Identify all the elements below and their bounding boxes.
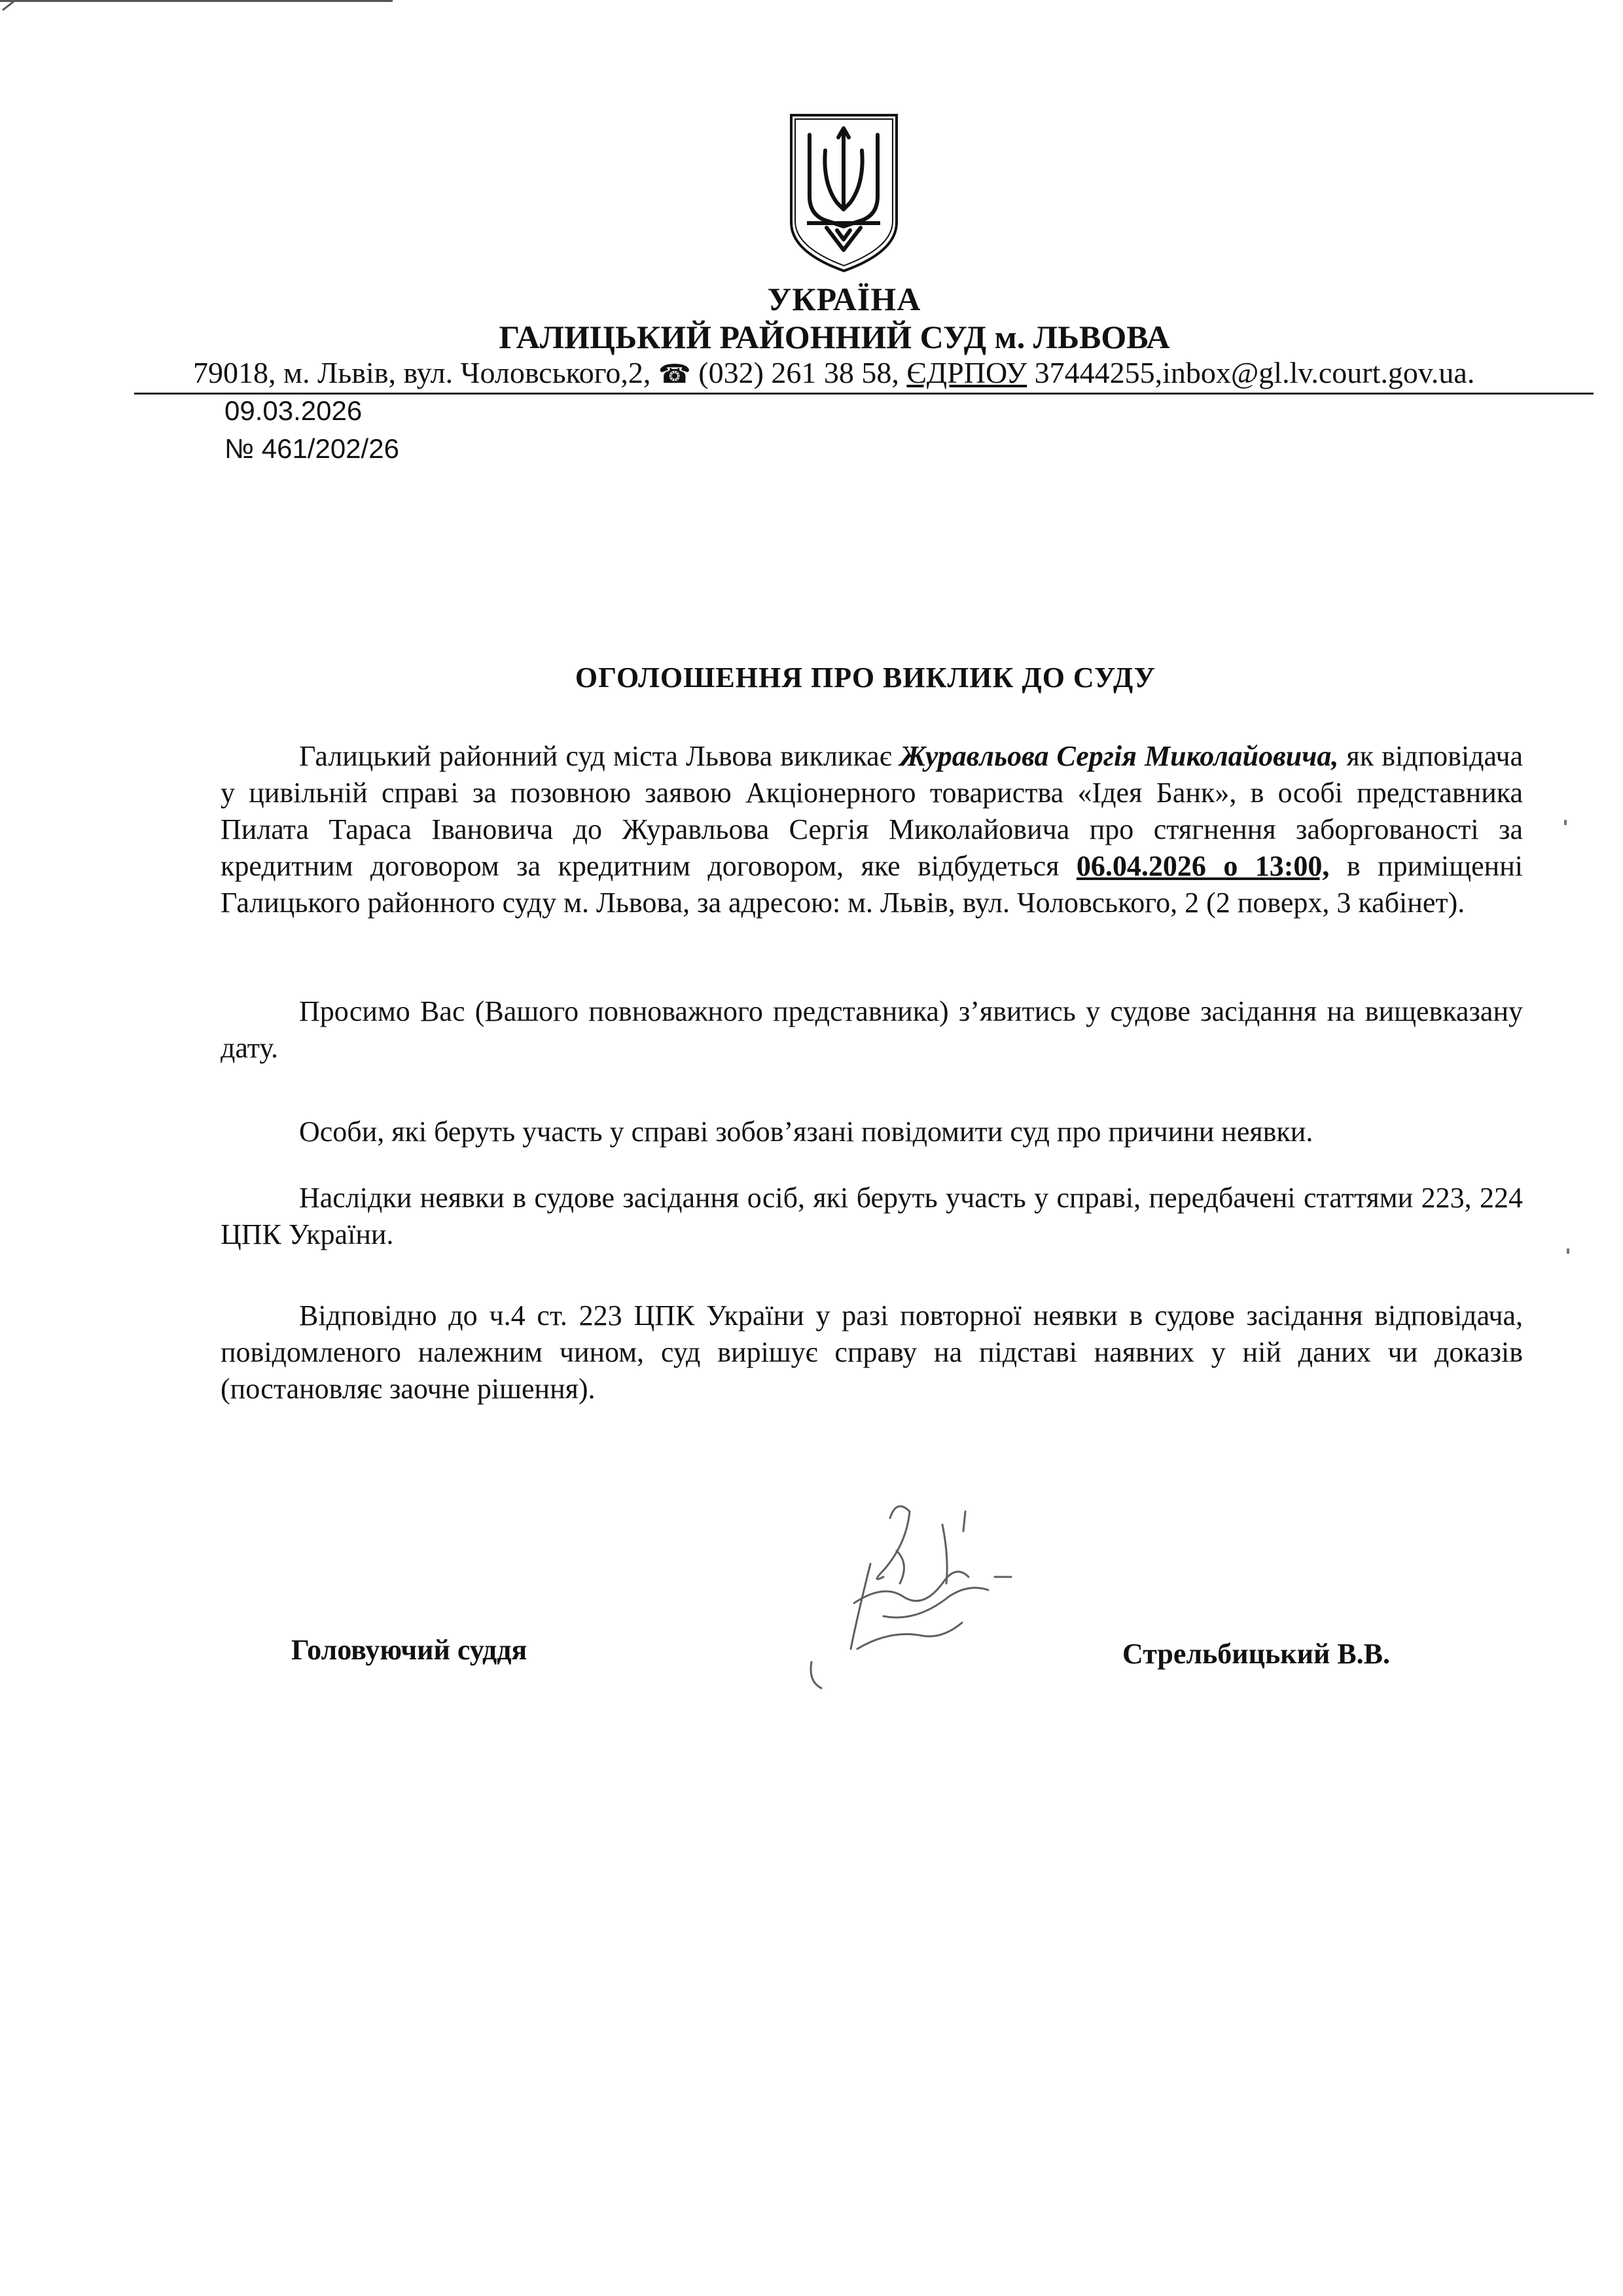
country-heading: УКРАЇНА	[767, 281, 921, 317]
summons-case-details: як відповідача у цивільній справі за позовною заявою Акціонерного товариства «Ідея Банк», в особі представника Пилата Тараса Івановича до Журавльова Сергія Миколайовича про стягнення заборгованості за кредитним договором за кредитним договором, яке відбудеться	[221, 740, 1523, 882]
scan-edge-line	[0, 0, 393, 5]
judge-name: Стрельбицький В.В.	[1122, 1638, 1391, 1670]
registration-date: 09.03.2026	[224, 395, 363, 426]
scan-speck	[1564, 820, 1567, 825]
summons-intro: Галицький районний суд міста Львова викликає	[299, 740, 900, 772]
summons-paragraph	[221, 738, 1523, 921]
summons-location: в приміщенні Галицького районного суду м. Львова, за адресою: м. Львів, вул. Чоловського, 2 (2 поверх, 3 кабінет).	[221, 850, 1523, 919]
court-phone: (032) 261 38 58,	[698, 356, 899, 389]
header-divider	[134, 393, 1594, 395]
appearance-request-paragraph: Просимо Вас (Вашого повноважного представника) з’явитись у судове засідання на вищевказану дату.	[221, 995, 1523, 1064]
edrpou-email: 37444255,inbox@gl.lv.court.gov.ua.	[1034, 356, 1475, 389]
court-address-line	[193, 355, 1474, 390]
edrpou-label: ЄДРПОУ	[906, 356, 1027, 389]
absence-consequences-paragraph: Наслідки неявки в судове засідання осіб, які беруть участь у справі, передбачені статтями 223, 224 ЦПК України.	[221, 1182, 1523, 1250]
court-name-heading: ГАЛИЦЬКИЙ РАЙОННИЙ СУД м. ЛЬВОВА	[499, 319, 1170, 355]
signature-role: Головуючий суддя	[291, 1634, 527, 1666]
default-judgment-paragraph: Відповідно до ч.4 ст. 223 ЦПК України у разі повторної неявки в судове засідання відповідача, повідомленого належним чином, суд вирішує справу на підставі наявних у ній даних чи доказів (постановляє заочне рішення).	[221, 1299, 1523, 1405]
tryzub-coat-of-arms-icon	[787, 111, 901, 275]
hearing-datetime: 06.04.2026 о 13:00,	[1076, 850, 1330, 882]
document-title: ОГОЛОШЕННЯ ПРО ВИКЛИК ДО СУДУ	[575, 662, 1156, 694]
defendant-name: Журавльова Сергія Миколайовича,	[899, 740, 1339, 772]
handwritten-signature	[792, 1485, 1041, 1701]
court-address: 79018, м. Львів, вул. Чоловського,2,	[193, 356, 651, 389]
absence-notice-paragraph: Особи, які беруть участь у справі зобов’язані повідомити суд про причини неявки.	[299, 1116, 1313, 1148]
telephone-icon: ☎	[658, 359, 691, 389]
scan-speck	[1567, 1248, 1569, 1254]
registration-number: № 461/202/26	[224, 433, 399, 464]
